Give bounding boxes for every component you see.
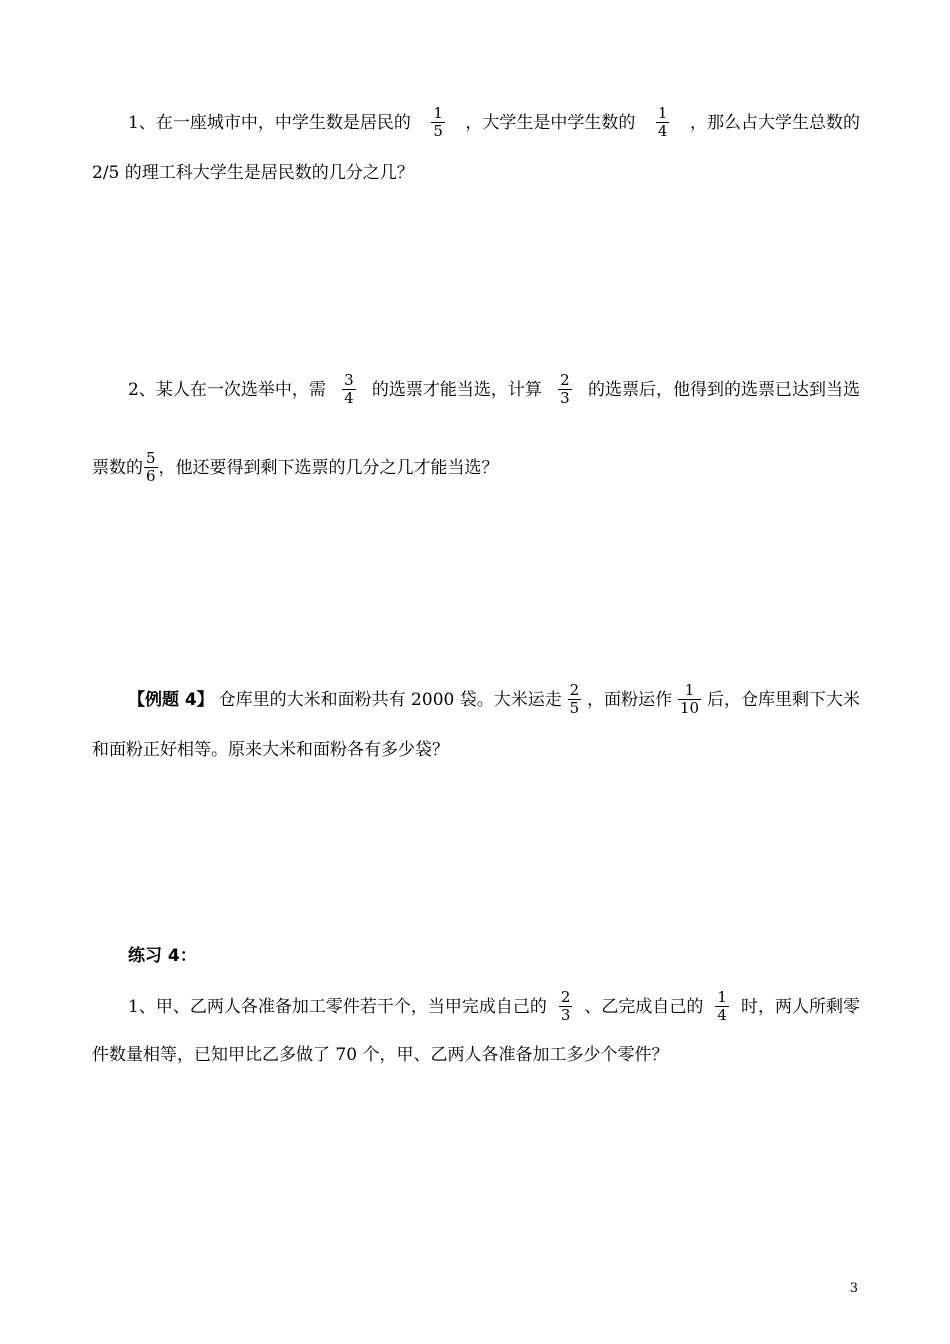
fraction: $\frac{1}{5}$ (433, 104, 443, 140)
fraction: $\frac{1}{4}$ (657, 104, 668, 140)
problem-1-line-2: 2/5 的理工科大学生是居民数的几分之几？ (92, 163, 414, 183)
problem-1-text-c: ，那么占大学生总数的 (689, 112, 860, 133)
problem-1-text-b: ，大学生是中学生数的 (465, 112, 636, 133)
example-4-line-1: 【例题 4】 仓库里的大米和面粉共有 2000 袋。大米运走 $\frac{2}{5}$ ，面粉运作 $\frac{1}{10}$ 后，仓库里剩下大米 (128, 681, 860, 717)
exercise-4-line-1: 1、甲、乙两人各准备加工零件若干个，当甲完成自己的 $\frac{2}{3}$ 、乙完成自己的 $\frac{1}{4}$ 时，两人所剩零 (128, 988, 860, 1024)
fraction: $\frac{2}{3}$ (560, 988, 571, 1024)
problem-1-line-1 (92, 105, 860, 140)
fraction: $\frac{3}{4}$ (344, 371, 354, 407)
example-label: 【例题 4】 (128, 689, 214, 710)
exercise-4-line-2: 件数量相等，已知甲比乙多做了 70 个，甲、乙两人各准备加工多少个零件？ (92, 1045, 669, 1065)
example-4-line-2: 和面粉正好相等。原来大米和面粉各有多少袋？ (92, 740, 449, 760)
fraction: $\frac{1}{10}$ (680, 681, 700, 717)
exercise-heading: 练习 4： (128, 946, 197, 966)
fraction: $\frac{2}{3}$ (560, 371, 570, 407)
problem-2-line-1: 2、某人在一次选举中，需 $\frac{3}{4}$ 的选票才能当选，计算 $\frac{2}{3}$ 的选票后，他得到的选票已达到当选 (128, 371, 860, 407)
problem-2-line-2: 票数的 $\frac{5}{6}$ ，他还要得到剩下选票的几分之几才能当选？ (92, 449, 499, 485)
fraction: $\frac{5}{6}$ (146, 449, 156, 485)
problem-1-text-a: 1、在一座城市中，中学生数是居民的 (128, 112, 411, 133)
fraction: $\frac{1}{4}$ (717, 988, 727, 1024)
fraction: $\frac{2}{5}$ (569, 681, 580, 717)
page-number: 3 (849, 1281, 858, 1296)
